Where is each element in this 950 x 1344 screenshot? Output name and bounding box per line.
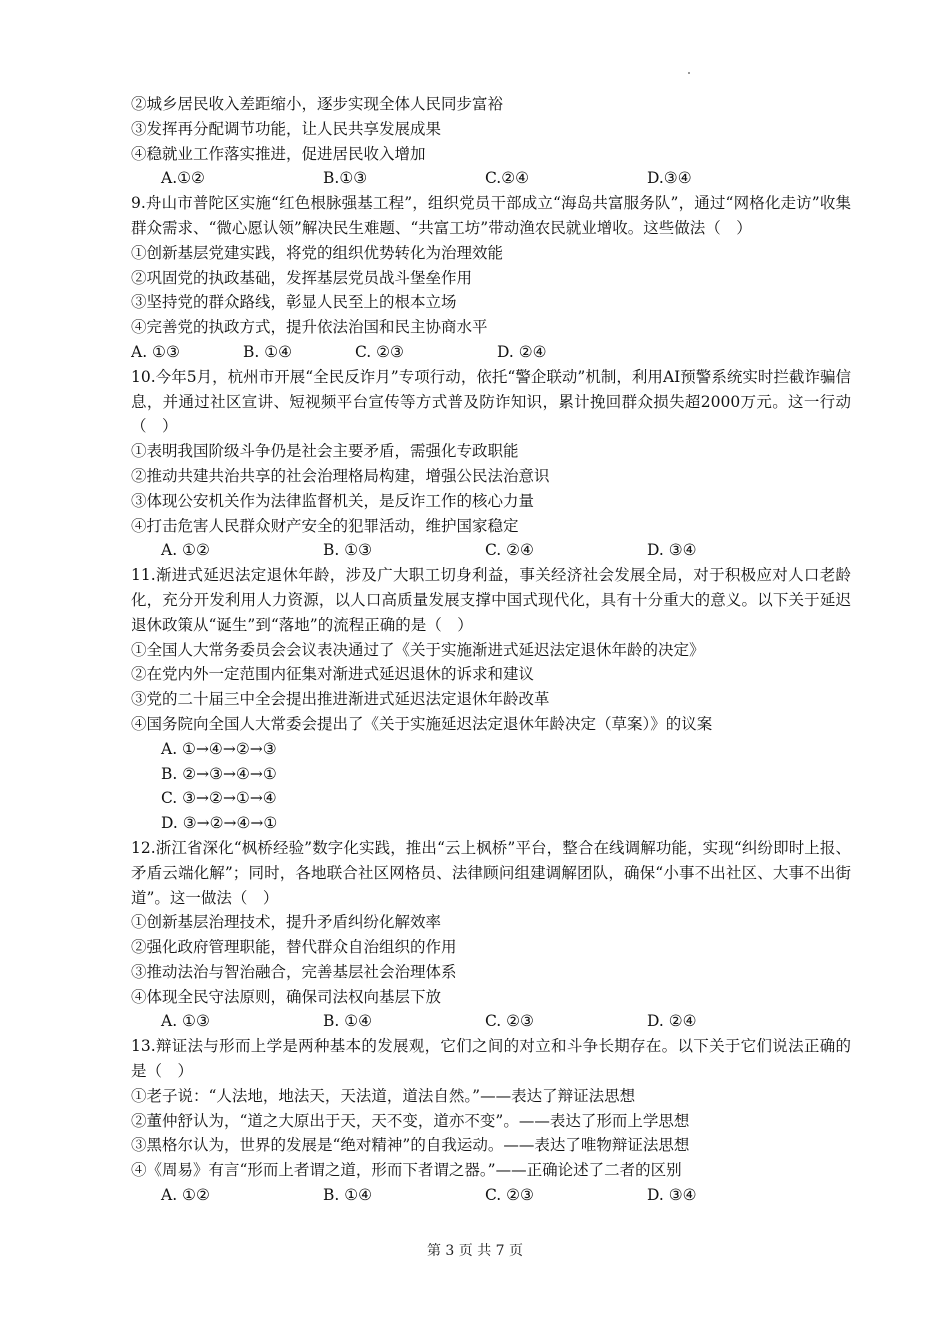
q13-item-1: ①老子说：“人法地，地法天，天法道，道法自然。”——表达了辩证法思想 — [131, 1086, 636, 1105]
q13-option-c: C. ②③ — [485, 1186, 534, 1205]
question-8 — [131, 92, 851, 191]
q9-options — [131, 340, 851, 365]
q8-options — [131, 166, 851, 191]
q10-options — [131, 538, 851, 563]
scan-mark — [688, 72, 690, 74]
q12-option-c: C. ②③ — [485, 1012, 534, 1031]
q12-stem: 12.浙江省深化“枫桥经验”数字化实践，推出“云上枫桥”平台，整合在线调解功能，实现“纠纷即时上报、矛盾云端化解”；同时，各地联合社区网格员、法律顾问组建调解团队，确保“小事不出社区、大事不出街道”。这一做法（ ） — [131, 838, 851, 907]
q8-item-2: ②城乡居民收入差距缩小，逐步实现全体人民同步富裕 — [131, 95, 504, 113]
q12-item-2: ②强化政府管理职能，替代群众自治组织的作用 — [131, 938, 457, 957]
q11-item-4: ④国务院向全国人大常委会提出了《关于实施延迟法定退休年龄决定（草案）》的议案 — [131, 714, 713, 733]
q10-option-a: A. ①② — [161, 541, 210, 560]
question-12 — [131, 836, 851, 1034]
q13-option-a: A. ①② — [161, 1186, 210, 1205]
q13-item-3: ③黑格尔认为，世界的发展是“绝对精神”的自我运动。——表达了唯物辩证法思想 — [131, 1136, 690, 1155]
q12-option-b: B. ①④ — [323, 1012, 373, 1031]
q13-item-2: ②董仲舒认为，“道之大原出于天，天不变，道亦不变”。——表达了形而上学思想 — [131, 1111, 690, 1130]
q10-item-2: ②推动共建共治共享的社会治理格局构建，增强公民法治意识 — [131, 466, 550, 485]
q9-option-a: A. ①③ — [131, 342, 180, 361]
q9-option-d: D. ②④ — [497, 342, 547, 361]
q9-item-3: ③坚持党的群众路线，彰显人民至上的根本立场 — [131, 293, 457, 312]
q9-item-1: ①创新基层党建实践，将党的组织优势转化为治理效能 — [131, 243, 504, 262]
q8-option-a: A.①② — [161, 169, 205, 188]
q11-option-a: A. ①→④→②→③ — [161, 739, 277, 758]
q10-option-c: C. ②④ — [485, 541, 534, 560]
q9-option-b: B. ①④ — [243, 342, 293, 361]
q11-item-2: ②在党内外一定范围内征集对渐进式延迟退休的诉求和建议 — [131, 665, 535, 684]
q10-stem: 10.今年5月，杭州市开展“全民反诈月”专项行动，依托“警企联动”机制，利用AI预警系统实时拦截诈骗信息，并通过社区宣讲、短视频平台宣传等方式普及防诈知识，累计挽回群众损失超2000万元。这一行动（ ） — [131, 367, 851, 436]
q12-item-3: ③推动法治与智治融合，完善基层社会治理体系 — [131, 962, 457, 981]
q13-options — [131, 1183, 851, 1208]
q8-item-4: ④稳就业工作落实推进，促进居民收入增加 — [131, 144, 426, 163]
q11-option-d: D. ③→②→④→① — [161, 814, 278, 833]
q11-item-3: ③党的二十届三中全会提出推进渐进式延迟法定退休年龄改革 — [131, 690, 550, 709]
q12-item-1: ①创新基层治理技术，提升矛盾纠纷化解效率 — [131, 913, 442, 932]
q12-item-4: ④体现全民守法原则，确保司法权向基层下放 — [131, 987, 442, 1006]
q12-option-a: A. ①③ — [161, 1012, 210, 1031]
q10-option-b: B. ①③ — [323, 541, 373, 560]
q10-item-1: ①表明我国阶级斗争仍是社会主要矛盾，需强化专政职能 — [131, 442, 519, 461]
page-number-footer: 第 3 页 共 7 页 — [426, 1243, 524, 1259]
q8-option-c: C.②④ — [485, 169, 530, 188]
q12-option-d: D. ②④ — [647, 1012, 697, 1031]
question-10 — [131, 365, 851, 563]
q10-item-3: ③体现公安机关作为法律监督机关，是反诈工作的核心力量 — [131, 491, 535, 510]
question-11 — [131, 563, 851, 836]
q8-item-3: ③发挥再分配调节功能，让人民共享发展成果 — [131, 119, 442, 138]
q9-option-c: C. ②③ — [355, 342, 404, 361]
q12-options — [131, 1009, 851, 1034]
q11-option-c: C. ③→②→①→④ — [161, 789, 277, 808]
q11-item-1: ①全国人大常务委员会会议表决通过了《关于实施渐进式延迟法定退休年龄的决定》 — [131, 640, 705, 659]
q13-item-4: ④《周易》有言“形而上者谓之道，形而下者谓之器。”——正确论述了二者的区别 — [131, 1161, 682, 1180]
question-9 — [131, 191, 851, 365]
q8-option-b: B.①③ — [323, 169, 368, 188]
question-13 — [131, 1034, 851, 1208]
page-content — [131, 92, 851, 1208]
q9-item-2: ②巩固党的执政基础，发挥基层党员战斗堡垒作用 — [131, 268, 473, 287]
q9-stem: 9.舟山市普陀区实施“红色根脉强基工程”，组织党员干部成立“海岛共富服务队”，通过“网格化走访”收集群众需求、“微心愿认领”解决民生难题、“共富工坊”带动渔农民就业增收。这些做法（ ） — [131, 194, 851, 237]
q13-option-b: B. ①④ — [323, 1186, 373, 1205]
q10-option-d: D. ③④ — [647, 541, 697, 560]
q11-option-b: B. ②→③→④→① — [161, 764, 277, 783]
q9-item-4: ④完善党的执政方式，提升依法治国和民主协商水平 — [131, 318, 488, 337]
q10-item-4: ④打击危害人民群众财产安全的犯罪活动，维护国家稳定 — [131, 516, 519, 535]
q8-option-d: D.③④ — [647, 169, 692, 188]
q13-stem: 13.辩证法与形而上学是两种基本的发展观，它们之间的对立和斗争长期存在。以下关于它们说法正确的是（ ） — [131, 1037, 851, 1081]
q11-stem: 11.渐进式延迟法定退休年龄，涉及广大职工切身利益，事关经济社会发展全局，对于积极应对人口老龄化，充分开发利用人力资源，以人口高质量发展支撑中国式现代化，具有十分重大的意义。以下关于延迟退休政策从“诞生”到“落地”的流程正确的是（ ） — [131, 566, 851, 634]
q13-option-d: D. ③④ — [647, 1186, 697, 1205]
